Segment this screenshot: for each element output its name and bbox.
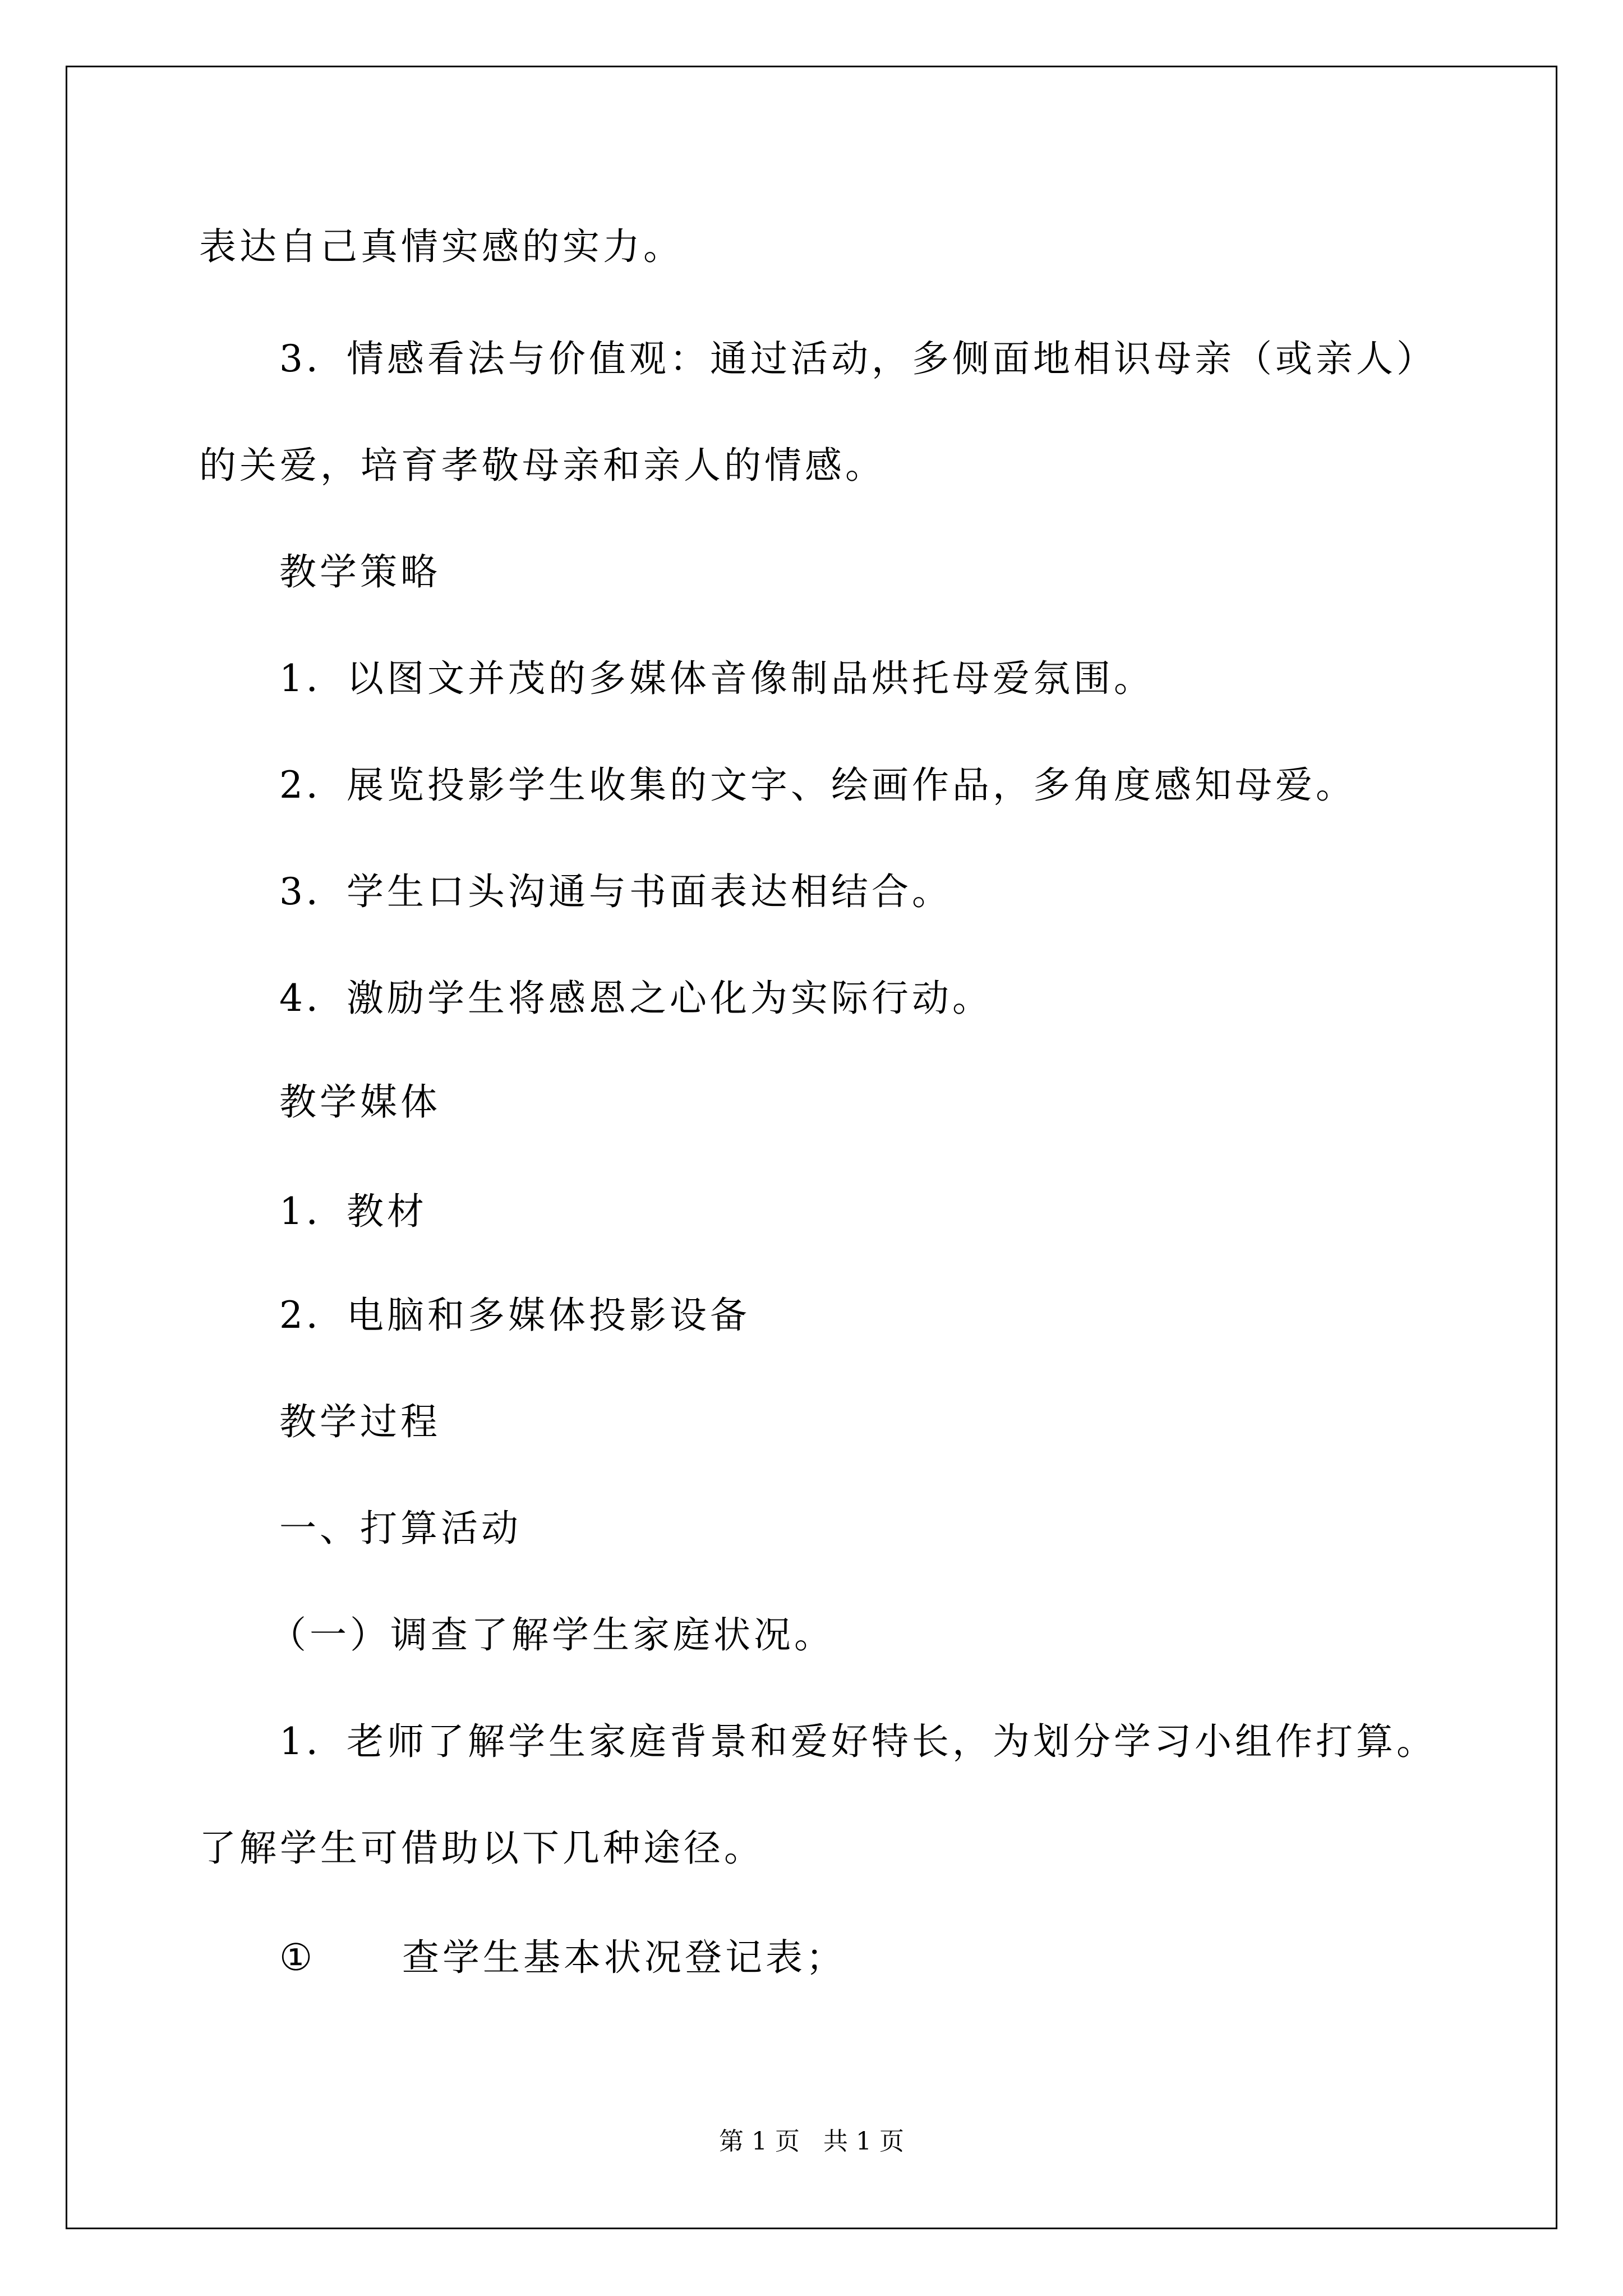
paragraph-line: 3．情感看法与价值观：通过活动，多侧面地相识母亲（或亲人）	[279, 337, 1437, 380]
paragraph-line: 1．以图文并茂的多媒体音像制品烘托母爱氛围。	[279, 657, 1154, 700]
paragraph-line: 了解学生可借助以下几种途径。	[199, 1826, 764, 1870]
paragraph-line: 2．电脑和多媒体投影设备	[279, 1294, 750, 1337]
subsection-heading: （一）调查了解学生家庭状况。	[269, 1613, 834, 1657]
paragraph-line: 4．激励学生将感恩之心化为实际行动。	[279, 977, 993, 1020]
section-heading: 教学策略	[279, 550, 441, 593]
paragraph-line: 1．老师了解学生家庭背景和爱好特长，为划分学习小组作打算。	[279, 1720, 1437, 1763]
list-item-text: 查学生基本状况登记表；	[402, 1936, 846, 1979]
paragraph-line: 的关爱，培育孝敬母亲和亲人的情感。	[199, 444, 886, 487]
paragraph-line: 3．学生口头沟通与书面表达相结合。	[279, 870, 952, 913]
page-footer: 第 1 页 共 1 页	[719, 2127, 904, 2156]
section-heading: 一、打算活动	[279, 1507, 522, 1550]
circled-number-marker: ①	[279, 1936, 316, 1979]
paragraph-line: 表达自己真情实感的实力。	[199, 225, 684, 268]
page-border	[66, 66, 1557, 2229]
section-heading: 教学过程	[279, 1400, 441, 1443]
paragraph-line: 1．教材	[279, 1190, 427, 1233]
section-heading: 教学媒体	[279, 1080, 441, 1124]
paragraph-line: 2．展览投影学生收集的文字、绘画作品，多角度感知母爱。	[279, 763, 1356, 807]
